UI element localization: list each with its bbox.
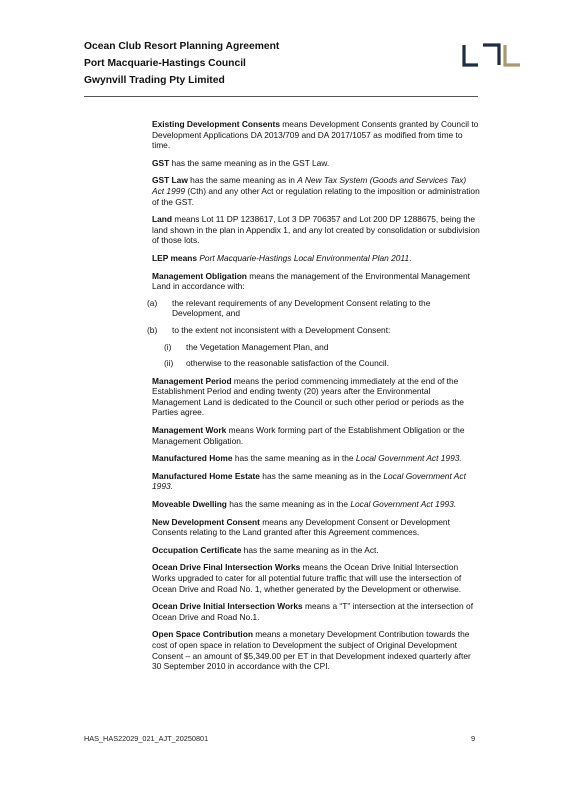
definition-moveable-dwelling <box>152 499 480 510</box>
definition-gst <box>152 158 480 169</box>
definition-management-period <box>152 376 480 418</box>
definition-text: has the same meaning as in the <box>232 453 356 464</box>
definition-open-space-contribution <box>152 629 480 671</box>
definition-text: (Cth) and any other Act or regulation relating to the imposition or administration of the GST. <box>152 185 480 207</box>
management-obligation-list <box>147 297 480 369</box>
definition-text: has the same meaning as in the <box>259 470 384 481</box>
list-item-number: (i) <box>164 341 172 352</box>
list-item-text: the Vegetation Management Plan, and <box>186 341 329 352</box>
definition-text: means the period commencing immediately at the end of the Establishment Period and ending twenty (20) years after the Environmental Management Land is dedicated to the Council or such other period or periods as the Parties agree. <box>152 375 464 418</box>
definitions-body <box>147 119 480 679</box>
definition-act-title: Local Government Act 1993. <box>355 453 462 464</box>
definition-existing-development-consents <box>152 119 480 151</box>
definition-land <box>152 214 480 246</box>
definition-text: has the same meaning as in the <box>226 499 351 510</box>
definition-term: Management Obligation <box>152 270 247 281</box>
definition-term: Existing Development Consents <box>152 119 280 129</box>
list-item-number: (b) <box>147 324 158 335</box>
document-header <box>84 38 484 89</box>
list-item-text: to the extent not inconsistent with a Development Consent: <box>172 324 391 335</box>
definition-term: Manufactured Home <box>152 453 233 464</box>
definition-initial-intersection-works <box>152 601 480 622</box>
definition-lep <box>152 253 480 264</box>
list-item-b <box>147 324 480 336</box>
definition-act-title: Local Government Act 1993. <box>152 470 466 492</box>
list-item-number: (ii) <box>164 358 174 369</box>
definition-act-title: A New Tax System (Goods and Services Tax) Act 1999 <box>152 175 467 196</box>
definition-term: Open Space Contribution <box>152 629 253 640</box>
header-title: Ocean Club Resort Planning Agreement <box>84 41 280 52</box>
definition-term: Ocean Drive Final Intersection Works <box>152 562 301 573</box>
definition-management-work <box>152 425 480 446</box>
footer-document-reference: HAS_HAS22029_021_AJT_20250801 <box>84 734 209 743</box>
header-party: Gwynvill Trading Pty Limited <box>84 75 225 86</box>
ltl-logo-icon <box>462 43 522 67</box>
definition-term: Moveable Dwelling <box>152 499 227 510</box>
list-item-a <box>147 297 480 319</box>
definition-term: Manufactured Home Estate <box>152 470 260 481</box>
definition-text: means Development Consents granted by Council to Development Applications DA 2013/709 and DA 2017/1057 as modified from time to time. <box>152 119 479 151</box>
definition-term: Land <box>152 214 173 225</box>
definition-text: means the management of the Environmental Management Land in accordance with: <box>152 270 470 292</box>
definition-text: means Lot 11 DP 1238617, Lot 3 DP 706357 and Lot 200 DP 1288675, being the land shown in the plan in Appendix 1, and any lot created by consolidation or subdivision of those lots. <box>152 214 480 246</box>
definition-manufactured-home <box>152 453 480 464</box>
definition-term: Management Period <box>152 375 232 386</box>
definition-act-title: Local Government Act 1993. <box>350 499 457 510</box>
definition-text: has the same meaning as in the GST Law. <box>169 157 330 168</box>
list-item-ii <box>164 358 480 369</box>
definition-text: has the same meaning as in the Act. <box>241 544 379 555</box>
definition-text: means a monetary Development Contribution towards the cost of open space in relation to Development the subject of Original Development Consent – an amount of $5,349.00 per ET in that Development indexed quarterly after 30 September 2010 in accordance with the CPI. <box>152 629 471 672</box>
definition-management-obligation <box>152 271 480 292</box>
definition-term: LEP means <box>152 252 197 263</box>
definition-term: GST <box>152 157 170 168</box>
definition-gst-law <box>152 175 480 207</box>
definition-final-intersection-works <box>152 562 480 594</box>
list-item-i <box>164 341 480 353</box>
definition-term: Management Work <box>152 425 227 436</box>
definition-term: GST Law <box>152 175 188 186</box>
definition-text: has the same meaning as in <box>187 175 298 186</box>
list-item-number: (a) <box>147 297 158 308</box>
definition-term: Ocean Drive Initial Intersection Works <box>152 601 303 612</box>
definition-text: means Work forming part of the Establishment Obligation or the Management Obligation. <box>152 425 465 446</box>
definition-term: Occupation Certificate <box>152 544 242 555</box>
definition-occupation-certificate <box>152 545 480 556</box>
definition-new-development-consent <box>152 517 480 538</box>
definition-text: means a “T” intersection at the intersection of Ocean Drive and Road No.1. <box>152 601 474 622</box>
definition-text: means the Ocean Drive Initial Intersection Works upgraded to cater for all potential future traffic that will use the intersection of Ocean Drive and Road No. 1, whether generated by the Development or otherwise. <box>152 562 462 594</box>
footer-page-number: 9 <box>471 734 476 743</box>
header-divider <box>84 96 478 97</box>
definition-text: means any Development Consent or Development Consents relating to the Land granted after this Agreement commences. <box>152 516 450 538</box>
list-item-text: the relevant requirements of any Development Consent relating to the Development, and <box>172 297 431 319</box>
list-item-text: otherwise to the reasonable satisfaction of the Council. <box>186 358 389 369</box>
definition-text: . <box>409 252 412 263</box>
definition-plan-title: Port Macquarie-Hastings Local Environmental Plan 2011 <box>199 252 410 263</box>
header-council: Port Macquarie-Hastings Council <box>84 58 246 69</box>
definition-manufactured-home-estate <box>152 471 480 492</box>
definition-term: New Development Consent <box>152 516 260 527</box>
